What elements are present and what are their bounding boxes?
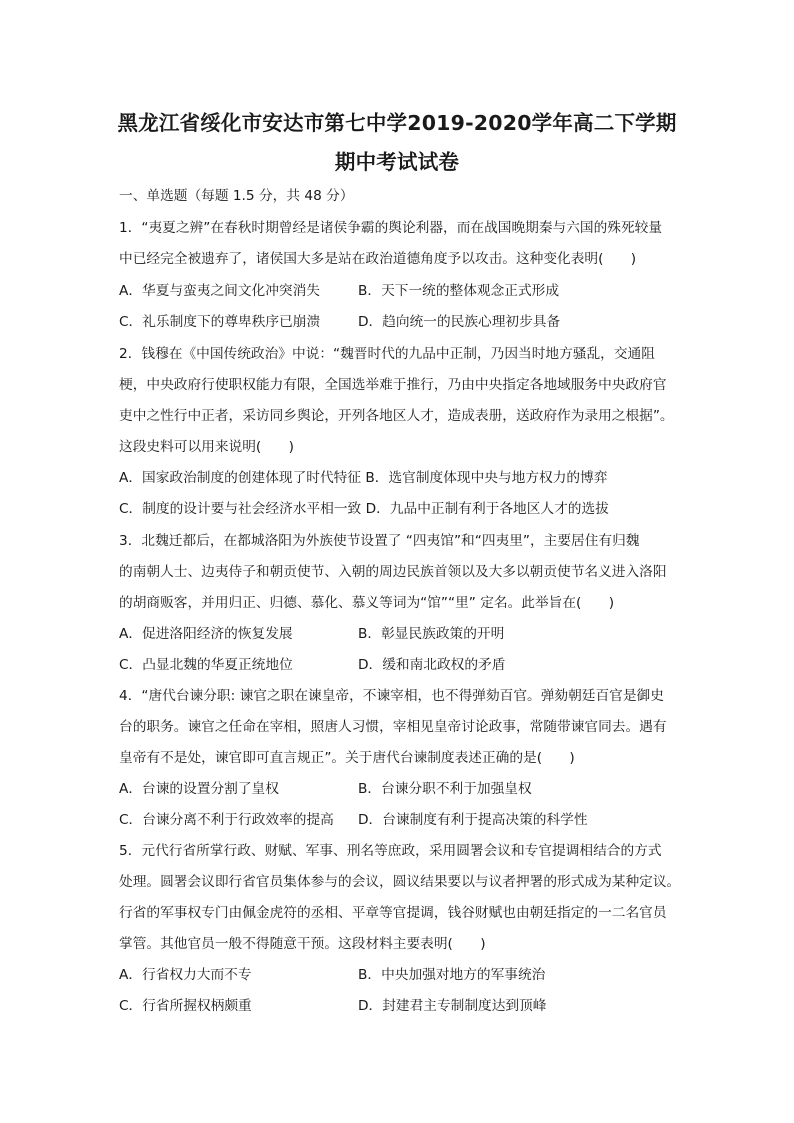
question-5-option-a: A．行省权力大而不专 — [119, 967, 252, 983]
question-4-option-c: C．台谏分离不利于行政效率的提高 — [119, 812, 334, 828]
question-5-text-line: 5．元代行省所掌行政、财赋、军事、刑名等庶政，采用圆署会议和专官提调相结合的方式 — [119, 843, 662, 859]
question-1-option-a: A．华夏与蛮夷之间文化冲突消失 — [119, 283, 320, 299]
question-4-option-d: D．台谏制度有利于提高决策的科学性 — [358, 812, 588, 828]
question-2-text-line: 这段史料可以用来说明( ) — [119, 439, 294, 455]
question-4-option-b: B．台谏分职不利于加强皇权 — [358, 781, 532, 797]
section-heading: 一、单选题（每题 1.5 分，共 48 分） — [119, 188, 354, 204]
question-5-text-line: 掌管。其他官员一般不得随意干预。这段材料主要表明( ) — [119, 936, 486, 952]
question-4-option-a: A．台谏的设置分割了皇权 — [119, 781, 279, 797]
question-3-text-line: 的胡商贩客，并用归正、归德、慕化、慕义等词为“馆”“里” 定名。此举旨在( ) — [119, 595, 615, 611]
question-1-option-b: B．天下一统的整体观念正式形成 — [358, 283, 560, 299]
question-2-options-ab: A．国家政治制度的创建体现了时代特征 B．选官制度体现中央与地方权力的博弈 — [119, 470, 608, 486]
exam-title-line-1: 黑龙江省绥化市安达市第七中学2019-2020学年高二下学期 — [117, 111, 677, 135]
question-2-options-cd: C．制度的设计要与社会经济水平相一致 D．九品中正制有利于各地区人才的选拔 — [119, 501, 609, 517]
question-3-option-c: C．凸显北魏的华夏正统地位 — [119, 657, 293, 673]
question-5-text-line: 处理。圆署会议即行省官员集体参与的会议，圆议结果要以与议者押署的形式成为某种定议。 — [119, 874, 681, 890]
question-3-option-b: B．彰显民族政策的开明 — [358, 626, 505, 642]
question-5-text-line: 行省的军事权专门由佩金虎符的丞相、平章等官提调，钱谷财赋也由朝廷指定的一二名官员 — [119, 905, 667, 921]
question-5-option-b: B．中央加强对地方的军事统治 — [358, 967, 546, 983]
question-1-option-c: C．礼乐制度下的尊卑秩序已崩溃 — [119, 314, 321, 330]
question-4-text-line: 皇帝有不是处，谏官即可直言规正”。关于唐代台谏制度表述正确的是( ) — [119, 750, 575, 766]
question-4-text-line: 4．“唐代台谏分职: 谏官之职在谏皇帝，不谏宰相，也不得弹劾百官。弹劾朝廷百官是御史 — [119, 688, 664, 704]
exam-title-line-2: 期中考试试卷 — [334, 150, 460, 174]
question-3-text-line: 的南朝人士、边夷侍子和朝贡使节、入朝的周边民族首领以及大多以朝贡使节名义进入洛阳 — [119, 564, 667, 580]
question-3-option-d: D．缓和南北政权的矛盾 — [358, 657, 506, 673]
question-2-text-line: 梗，中央政府行使职权能力有限，全国选举难于推行，乃由中央指定各地域服务中央政府官 — [119, 377, 667, 393]
question-4-text-line: 台的职务。谏官之任命在宰相，照唐人习惯，宰相见皇帝讨论政事，常随带谏官同去。遇有 — [119, 719, 667, 735]
question-2-text-line: 吏中之性行中正者，采访同乡舆论，开列各地区人才，造成表册，送政府作为录用之根据”。 — [119, 408, 674, 424]
question-1-option-d: D．趋向统一的民族心理初步具备 — [358, 314, 561, 330]
question-5-option-c: C．行省所握权柄颇重 — [119, 998, 252, 1014]
question-3-text-line: 3．北魏迁都后，在都城洛阳为外族使节设置了 “四夷馆”和“四夷里”，主要居住有归魏 — [119, 533, 640, 549]
question-2-text-line: 2．钱穆在《中国传统政治》中说：“魏晋时代的九品中正制，乃因当时地方骚乱，交通阻 — [119, 346, 655, 362]
question-1-text-line: 1．“夷夏之辨”在春秋时期曾经是诸侯争霸的舆论利器，而在战国晚期秦与六国的殊死较量 — [119, 220, 663, 236]
question-1-text-line: 中已经完全被遗弃了，诸侯国大多是站在政治道德角度予以攻击。这种变化表明( ) — [119, 251, 637, 267]
question-3-option-a: A．促进洛阳经济的恢复发展 — [119, 626, 293, 642]
question-5-option-d: D．封建君主专制制度达到顶峰 — [358, 998, 547, 1014]
